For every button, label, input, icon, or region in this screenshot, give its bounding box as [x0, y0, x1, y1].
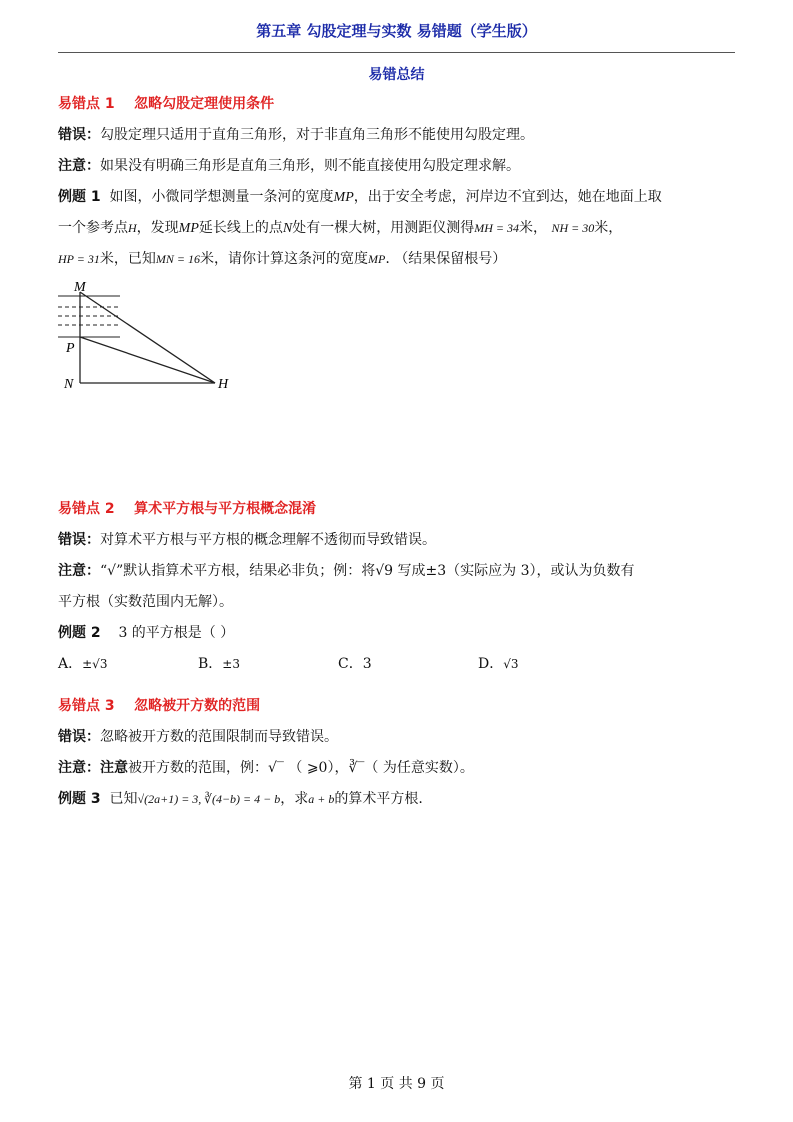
note-text: “√”默认指算术平方根，结果必非负；例：将√9 写成±3（实际应为 3），或认为负数有: [100, 563, 635, 579]
example1-line1: [58, 182, 738, 213]
point2-block: [58, 494, 738, 680]
example-label: 例题 2: [58, 625, 101, 641]
point1-error: [58, 120, 738, 151]
label-P: P: [66, 341, 75, 356]
math: MH = 34: [474, 221, 519, 235]
point1-heading-text: 忽略勾股定理使用条件: [134, 96, 275, 112]
page-footer: 第 1 页 共 9 页: [348, 1076, 445, 1092]
text: 处有一棵大树，用测距仪测得: [292, 220, 475, 236]
point1-heading-label: 易错点 1: [58, 96, 115, 112]
text: . （结果保留根号）: [385, 251, 507, 267]
section-title: 易错总结: [368, 67, 425, 83]
math: MP: [178, 221, 199, 236]
error-text: 忽略被开方数的范围限制而导致错误。: [100, 729, 338, 745]
text: 米，: [594, 220, 623, 236]
point2-note-2: [58, 587, 738, 618]
math: MP: [333, 190, 354, 205]
text: 如图，小微同学想测量一条河的宽度: [109, 189, 334, 205]
point2-heading-label: 易错点 2: [58, 501, 115, 517]
title-divider: [58, 52, 735, 53]
note-bold: 注意: [100, 760, 128, 776]
text: ，发现: [136, 220, 179, 236]
math: H: [128, 221, 137, 235]
example-label: 例题 3: [58, 791, 101, 807]
option-text: ±√3: [82, 657, 108, 671]
text: 米，: [519, 220, 547, 236]
point3-heading-text: 忽略被开方数的范围: [134, 698, 261, 714]
text: 米，请你计算这条河的宽度: [200, 251, 368, 267]
point3-error: [58, 722, 738, 753]
point2-heading-text: 算术平方根与平方根概念混淆: [134, 501, 317, 517]
option-b[interactable]: [198, 649, 338, 680]
river-figure: [58, 280, 248, 400]
option-c[interactable]: [338, 649, 478, 680]
note-label: 注意：: [58, 760, 100, 776]
text: 延长线上的点: [198, 220, 283, 236]
math: MN = 16: [155, 252, 200, 266]
error-text: 勾股定理只适用于直角三角形，对于非直角三角形不能使用勾股定理。: [100, 127, 534, 143]
point3-block: [58, 691, 738, 815]
point2-heading: [58, 494, 738, 525]
segment-PH: [80, 337, 215, 383]
text: 米，已知: [99, 251, 156, 267]
text: 的算术平方根.: [334, 791, 423, 807]
option-text: √3: [503, 657, 519, 671]
example-label: 例题 1: [58, 189, 101, 205]
error-label: 错误：: [58, 532, 100, 548]
point1-heading: [58, 89, 738, 120]
error-label: 错误：: [58, 127, 100, 143]
option-letter: A．: [58, 656, 83, 672]
math: a + b: [308, 792, 335, 806]
point1-block: [58, 89, 738, 275]
text: 已知: [109, 791, 138, 807]
error-label: 错误：: [58, 729, 100, 745]
option-letter: C．: [338, 656, 363, 672]
example1-line2: [58, 213, 738, 244]
option-letter: B．: [198, 656, 223, 672]
option-letter: D．: [478, 656, 504, 672]
note-text: 如果没有明确三角形是直角三角形，则不能直接使用勾股定理求解。: [100, 158, 520, 174]
point3-heading: [58, 691, 738, 722]
option-a[interactable]: [58, 649, 198, 680]
point1-note: [58, 151, 738, 182]
option-text: 3: [362, 656, 372, 672]
math: N: [282, 221, 293, 236]
text: 一个参考点: [58, 220, 128, 236]
option-text: ±3: [222, 657, 240, 671]
note-label: 注意：: [58, 158, 100, 174]
text: ，出于安全考虑，河岸边不宜到达，她在地面上取: [353, 189, 662, 205]
label-N: N: [64, 377, 74, 392]
page-title: 第五章 勾股定理与实数 易错题（学生版）: [256, 22, 537, 40]
example2-options: [58, 649, 738, 680]
math: HP = 31: [58, 252, 100, 266]
error-text: 对算术平方根与平方根的概念理解不透彻而导致错误。: [100, 532, 436, 548]
point2-note-1: [58, 556, 738, 587]
note-text: 被开方数的范围，例：√‾ （ ⩾0），∛‾（ 为任意实数）。: [128, 760, 474, 776]
example-text: 3 的平方根是（ ）: [118, 625, 235, 641]
point3-note: [58, 753, 738, 784]
point3-heading-label: 易错点 3: [58, 698, 115, 714]
point2-error: [58, 525, 738, 556]
label-H: H: [218, 377, 229, 392]
text: ，求: [280, 791, 309, 807]
note-text: 平方根（实数范围内无解）。: [58, 594, 233, 610]
math: √(2a+1) = 3, ∛(4−b) = 4 − b: [137, 792, 281, 806]
label-M: M: [74, 280, 86, 295]
math: NH = 30: [551, 221, 595, 235]
example1-line3: [58, 244, 738, 275]
example3-line: [58, 784, 738, 815]
math: MP: [368, 252, 386, 266]
example2-line: [58, 618, 738, 649]
note-label: 注意：: [58, 563, 100, 579]
option-d[interactable]: [478, 649, 618, 680]
